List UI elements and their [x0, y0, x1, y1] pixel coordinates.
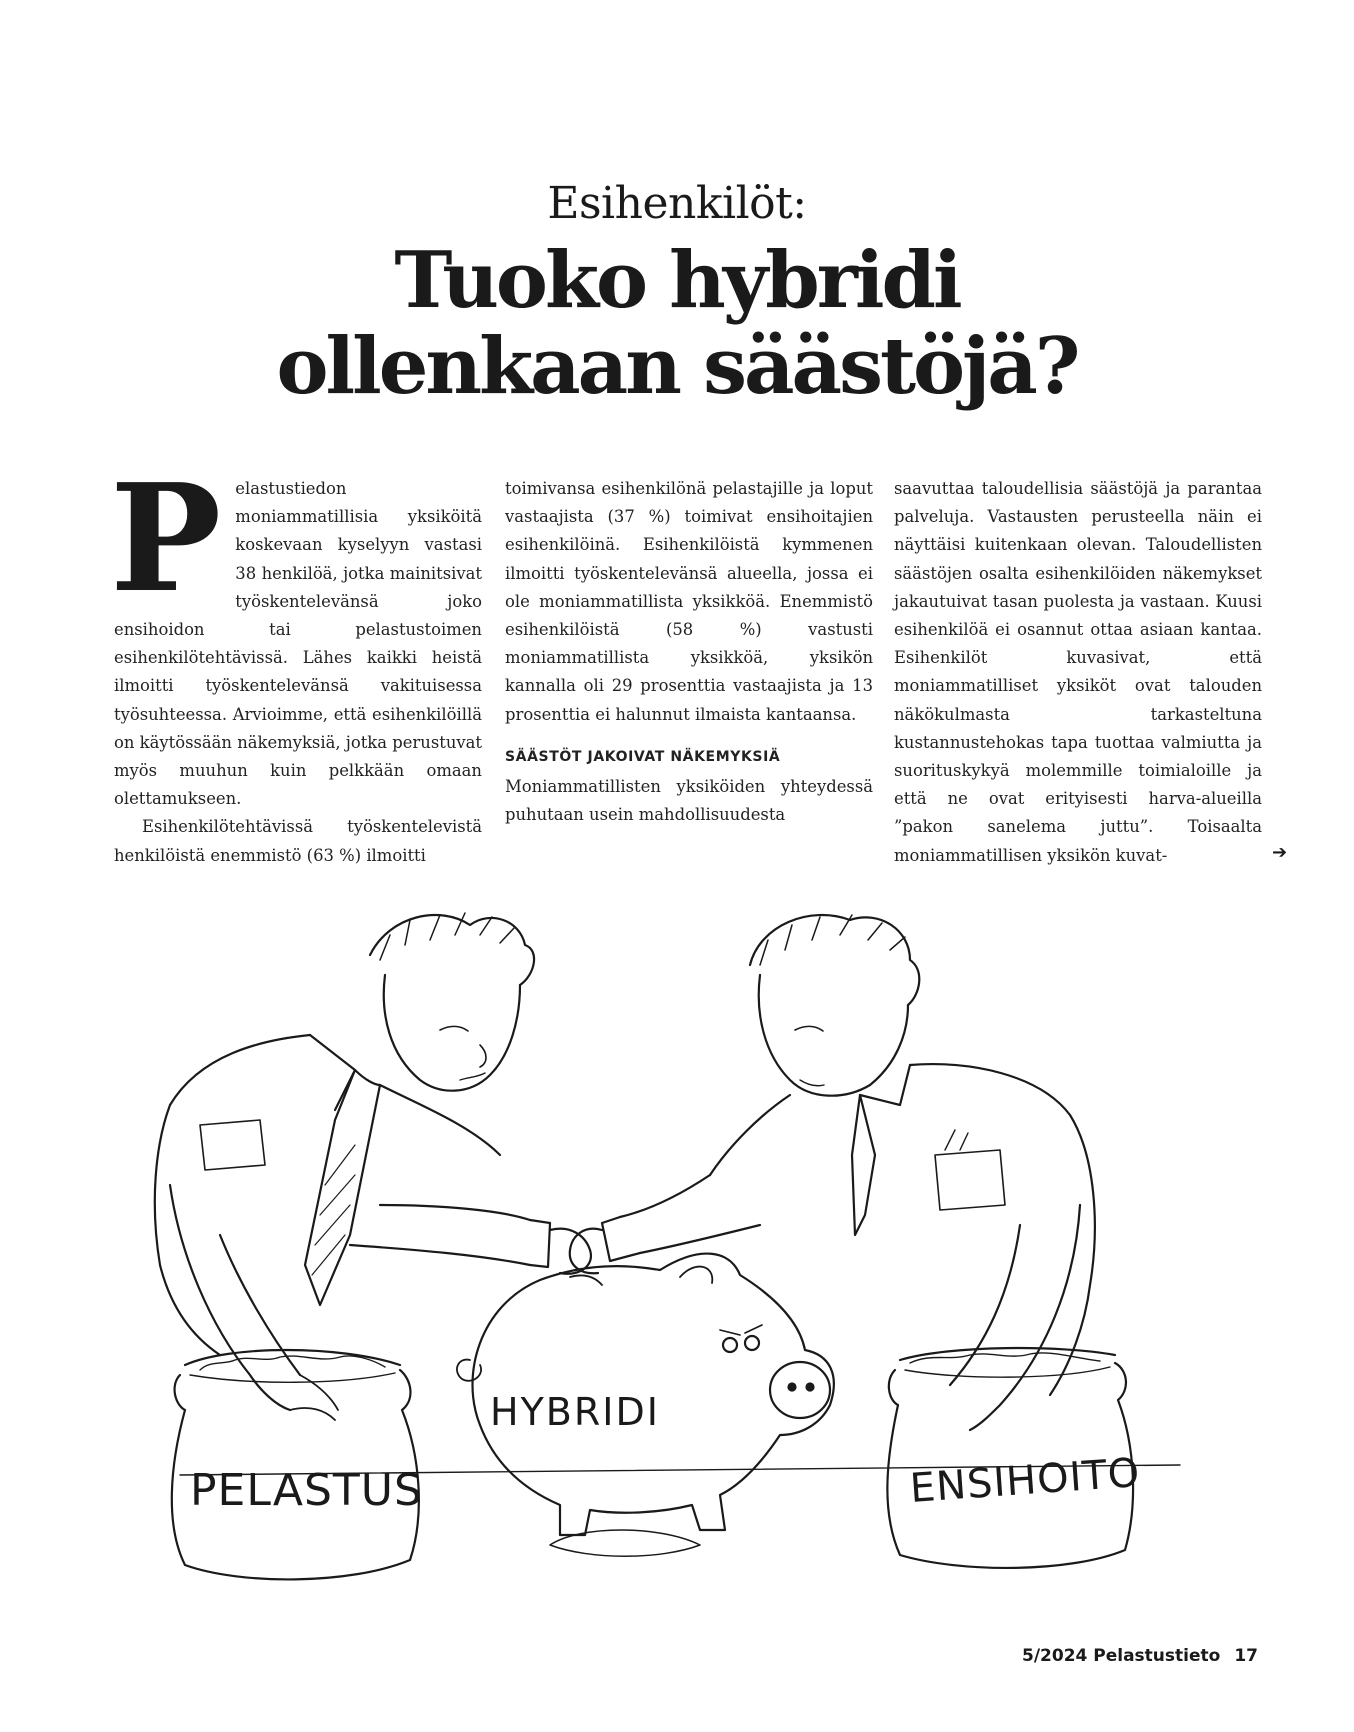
paragraph: Esihenkilötehtävissä työskentelevistä henkilöistä enemmistö (63 %) ilmoitti [114, 817, 482, 865]
paragraph [110, 451, 482, 813]
sack-right-label: ENSIHOITO [908, 1449, 1142, 1512]
illustration [140, 905, 1220, 1585]
right-man-figure [570, 915, 1095, 1430]
paragraph-text: elastustiedon moniammatillisia yksiköitä koskevaan kyselyyn vastasi 38 henkilöä, jotka mainitsivat työskentelevänsä joko ensihoidon tai pelastustoimen esihenkilötehtävissä. Lähes kaikki heistä ilmoitti työskentelevänsä vakituisessa työsuhteessa. Arvioimme, että esihenkilöillä on käytössään näkemyksiä, jotka perustuvat myös muuhun kuin pelkkään omaan olettamukseen. [114, 479, 482, 809]
kicker: Esihenkilöt: [547, 178, 807, 229]
headline-line-2: ollenkaan säästöjä? [276, 321, 1078, 412]
issue-label: 5/2024 Pelastustieto [1022, 1646, 1221, 1666]
column-2 [505, 475, 873, 829]
piggy-label: HYBRIDI [490, 1390, 660, 1434]
sack-left-label: PELASTUS [190, 1465, 423, 1516]
left-man-figure [155, 913, 591, 1420]
headline-line-1: Tuoko hybridi [394, 235, 960, 326]
drop-cap: P [110, 451, 222, 625]
column-1 [110, 451, 482, 870]
paragraph: toimivansa esihenkilönä pelastajille ja loput vastaajista (37 %) toimivat ensihoitajien esihenkilöinä. Esihenkilöistä kymmenen ilmoitti työskentelevänsä alueella, jossa ei ole moniammatillista yksikköä. Enemmistö esihenkilöistä (58 %) vastusti moniammatillista yksikköä, yksikön kannalla oli 29 prosenttia vastaajista ja 13 prosenttia ei halunnut ilmaista kantaansa. [505, 479, 873, 724]
continue-arrow-icon: ➔ [1272, 842, 1288, 863]
headline [0, 235, 1354, 412]
subheading: SÄÄSTÖT JAKOIVAT NÄKEMYKSIÄ [505, 748, 781, 765]
paragraph: Moniammatillisten yksiköiden yhteydessä puhutaan usein mahdollisuudesta [505, 776, 873, 825]
page-number: 17 [1234, 1646, 1258, 1666]
paragraph: saavuttaa taloudellisia säästöjä ja parantaa palveluja. Vastausten perusteella näin ei näyttäisi kuitenkaan olevan. Taloudellisten säästöjen osalta esihenkilöiden näkemykset jakautuivat tasan puolesta ja vastaan. Kuusi esihenkilöä ei osannut ottaa asiaan kantaa. Esihenkilöt kuvasivat, että moniammatilliset yksiköt ovat talouden näkökulmasta tarkasteltuna kustannustehokas tapa tuottaa valmiutta ja suorituskykyä molemmille toimialoille ja että ne ovat erityisesti harva-alueilla ”pakon sanelema juttu”. Toisaalta moniammatillisen yksikön kuvat- [894, 479, 1262, 865]
page-footer [1022, 1646, 1258, 1666]
column-3 [894, 475, 1262, 870]
